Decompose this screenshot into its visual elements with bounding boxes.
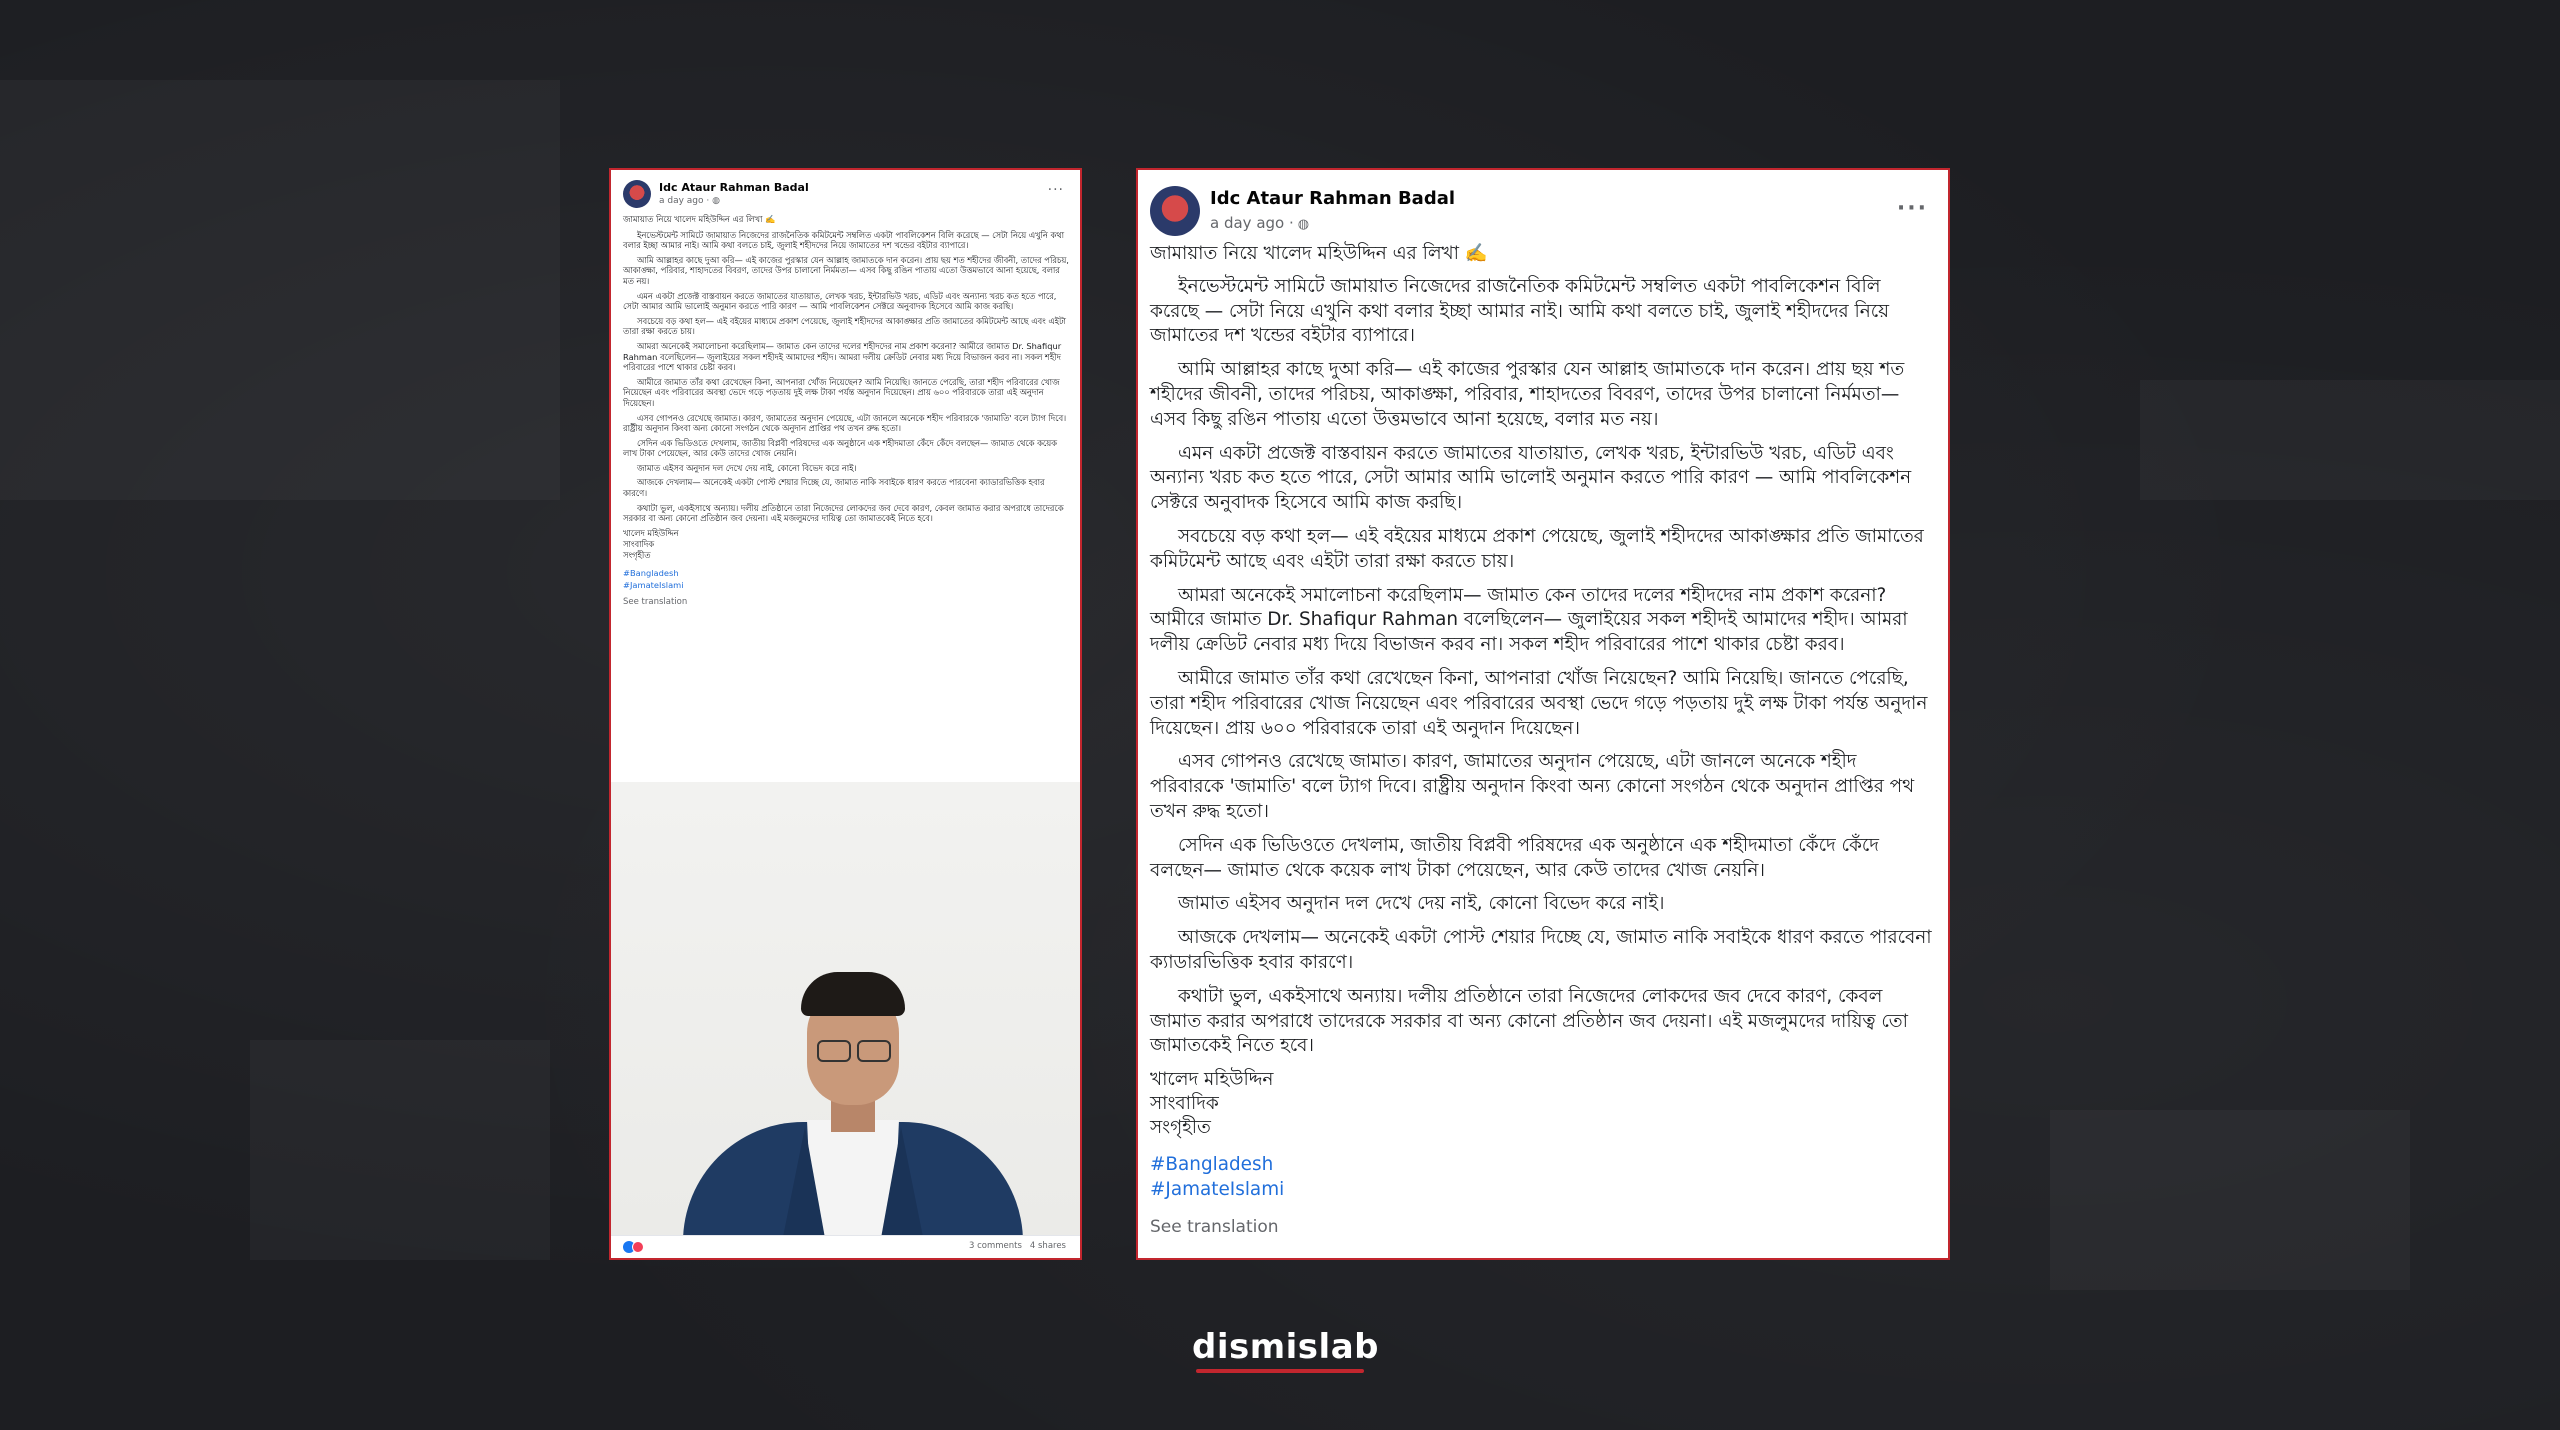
hashtag-link[interactable]: #Bangladesh (1150, 1154, 1274, 1176)
globe-icon: ◍ (1297, 217, 1310, 232)
signature (623, 528, 1071, 561)
facebook-post-screenshot-large (1136, 168, 1950, 1260)
glasses-icon (857, 1040, 891, 1062)
post-time-text[interactable]: a day ago · (659, 196, 713, 206)
background-texture (0, 80, 560, 500)
more-options-icon[interactable]: ··· (1896, 196, 1928, 221)
post-paragraph: সেদিন এক ভিডিওতে দেখলাম, জাতীয় বিপ্লবী পরিষদের এক অনুষ্ঠানে এক শহীদমাতা কেঁদে কেঁদে বলছেন— জামাত থেকে কয়েক লাখ টাকা পেয়েছেন, আর কেউ তাদের খোজ নেয়নি। (1150, 834, 1879, 881)
post-header (623, 180, 1068, 216)
post-header (1150, 186, 1936, 246)
comments-count[interactable]: 3 comments (968, 1241, 1022, 1251)
post-body (623, 214, 1071, 607)
signature-line: সংগৃহীত (623, 549, 651, 560)
signature-line: সাংবাদিক (1150, 1093, 1219, 1115)
globe-icon: ◍ (712, 196, 720, 206)
hashtag-link[interactable]: #Bangladesh (623, 567, 679, 578)
post-time[interactable] (659, 196, 720, 206)
shares-count[interactable]: 4 shares (1029, 1241, 1066, 1251)
author-name[interactable]: Idc Ataur Rahman Badal (659, 181, 809, 194)
post-paragraph: এমন একটা প্রজেক্ট বাস্তবায়ন করতে জামাতের যাতায়াত, লেখক খরচ, ইন্টারভিউ খরচ, এডিট এবং অন্যান্য খরচ কত হতে পারে, সেটা আমার আমি ভালোই অনুমান করতে পারি কারণ — আমি পাবলিকেশন সেক্টরে অনুবাদক হিসেবে আমি কাজ করছি। (1150, 442, 1912, 514)
post-paragraph: আমরা অনেকেই সমালোচনা করেছিলাম— জামাত কেন তাদের দলের শহীদদের নাম প্রকাশ করেনা? আমীরে জামাত Dr. Shafiqur Rahman বলেছিলেন— জুলাইয়ের সকল শহীদই আমাদের শহীদ। আমরা দলীয় ক্রেডিট নেবার মধ্য দিয়ে বিভাজন করব না। সকল শহীদ পরিবারের পাশে থাকার চেষ্টা করব। (1150, 584, 1908, 656)
post-paragraph: এসব গোপনও রেখেছে জামাত। কারণ, জামাতের অনুদান পেয়েছে, এটা জানলে অনেকে শহীদ পরিবারকে 'জামাতি' বলে ট্যাগ দিবে। রাষ্ট্রীয় অনুদান কিংবা অন্য কোনো সংগঠন থেকে অনুদান প্রাপ্তির পথ তখন রুদ্ধ হতো। (1150, 751, 1915, 822)
post-paragraph: আমীরে জামাত তাঁর কথা রেখেছেন কিনা, আপনারা খোঁজ নিয়েছেন? আমি নিয়েছি। জানতে পেরেছি, তারা শহীদ পরিবারের খোজ নিয়েছেন এবং পরিবারের অবস্থা ভেদে গড়ে পড়তায় দুই লক্ষ টাকা পর্যন্ত অনুদান দিয়েছেন। প্রায় ৬০০ পরিবারকে তারা এই অনুদান দিয়েছেন। (1150, 667, 1928, 739)
author-name[interactable]: Idc Ataur Rahman Badal (1210, 188, 1456, 209)
post-paragraph: সেদিন এক ভিডিওতে দেখলাম, জাতীয় বিপ্লবী পরিষদের এক অনুষ্ঠানে এক শহীদমাতা কেঁদে কেঁদে বলছেন— জামাত থেকে কয়েক লাখ টাকা পেয়েছেন, আর কেউ তাদের খোজ নেয়নি। (623, 437, 1057, 459)
signature (1150, 1068, 1932, 1140)
logo-underline (1196, 1369, 1364, 1373)
post-paragraph: ইনভেস্টমেন্ট সামিটে জামায়াত নিজেদের রাজনৈতিক কমিটমেন্ট সম্বলিত একটা পাবলিকেশন বিলি করেছে — সেটা নিয়ে এখুনি কথা বলার ইচ্ছা আমার নাই। আমি কথা বলতে চাই, জুলাই শহীদদের নিয়ে জামাতের দশ খন্ডের বইটার ব্যাপারে। (1150, 275, 1889, 347)
facebook-post-screenshot-small (609, 168, 1082, 1260)
avatar[interactable] (1150, 186, 1200, 236)
post-paragraph: এসব গোপনও রেখেছে জামাত। কারণ, জামাতের অনুদান পেয়েছে, এটা জানলে অনেকে শহীদ পরিবারকে 'জামাতি' বলে ট্যাগ দিবে। রাষ্ট্রীয় অনুদান কিংবা অন্য কোনো সংগঠন থেকে অনুদান প্রাপ্তির পথ তখন রুদ্ধ হতো। (623, 412, 1067, 434)
post-paragraph: ইনভেস্টমেন্ট সামিটে জামায়াত নিজেদের রাজনৈতিক কমিটমেন্ট সম্বলিত একটা পাবলিকেশন বিলি করেছে — সেটা নিয়ে এখুনি কথা বলার ইচ্ছা আমার নাই। আমি কথা বলতে চাই, জুলাই শহীদদের নিয়ে জামাতের দশ খন্ডের বইটার ব্যাপারে। (623, 229, 1065, 251)
post-paragraph: সবচেয়ে বড় কথা হল— এই বইয়ের মাধ্যমে প্রকাশ পেয়েছে, জুলাই শহীদদের আকাঙ্ক্ষার প্রতি জামাতের কমিটমেন্ট আছে এবং এইটা তারা রক্ষা করতে চায়। (1150, 525, 1924, 572)
post-paragraph: জামাত এইসব অনুদান দল দেখে দেয় নাই, কোনো বিভেদ করে নাই। (1178, 893, 1665, 915)
like-love-reactions-icon[interactable] (623, 1241, 647, 1253)
signature-line: সাংবাদিক (623, 538, 655, 549)
post-paragraph: কথাটা ভুল, একইসাথে অন্যায়। দলীয় প্রতিষ্ঠানে তারা নিজেদের লোকদের জব দেবে কারণ, কেবল জামাত করার অপরাধে তাদেরকে সরকার বা অন্য কোনো প্রতিষ্ঠান জব দেয়না। এই মজলুমদের দায়িত্ব তো জামাতকেই নিতে হবে। (1150, 985, 1908, 1057)
engagement-counts (961, 1241, 1066, 1251)
logo-text: dismislab (1192, 1327, 1379, 1367)
post-paragraph: আমীরে জামাত তাঁর কথা রেখেছেন কিনা, আপনারা খোঁজ নিয়েছেন? আমি নিয়েছি। জানতে পেরেছি, তারা শহীদ পরিবারের খোজ নিয়েছেন এবং পরিবারের অবস্থা ভেদে গড়ে পড়তায় দুই লক্ষ টাকা পর্যন্ত অনুদান দিয়েছেন। প্রায় ৬০০ পরিবারকে তারা এই অনুদান দিয়েছেন। (623, 376, 1060, 408)
post-paragraph: সবচেয়ে বড় কথা হল— এই বইয়ের মাধ্যমে প্রকাশ পেয়েছে, জুলাই শহীদদের আকাঙ্ক্ষার প্রতি জামাতের কমিটমেন্ট আছে এবং এইটা তারা রক্ষা করতে চায়। (623, 315, 1066, 337)
background-texture (250, 1040, 550, 1260)
background-texture (2140, 380, 2560, 500)
signature-line: খালেদ মহিউদ্দিন (623, 527, 679, 538)
see-translation-link[interactable]: See translation (1150, 1217, 1279, 1238)
hashtags (1150, 1152, 1932, 1202)
hashtags (623, 567, 1071, 591)
see-translation-link[interactable]: See translation (623, 596, 688, 607)
more-options-icon[interactable]: ··· (1047, 182, 1064, 198)
signature-line: সংগৃহীত (1150, 1117, 1211, 1139)
post-paragraph: আমরা অনেকেই সমালোচনা করেছিলাম— জামাত কেন তাদের দলের শহীদদের নাম প্রকাশ করেনা? আমীরে জামাত Dr. Shafiqur Rahman বলেছিলেন— জুলাইয়ের সকল শহীদই আমাদের শহীদ। আমরা দলীয় ক্রেডিট নেবার মধ্য দিয়ে বিভাজন করব না। সকল শহীদ পরিবারের পাশে থাকার চেষ্টা করব। (623, 340, 1062, 373)
post-paragraph: আজকে দেখলাম— অনেকেই একটা পোস্ট শেয়ার দিচ্ছে যে, জামাত নাকি সবাইকে ধারণ করতে পারবেনা ক্যাডারভিত্তিক হবার কারণে। (1150, 927, 1932, 973)
post-paragraph: আজকে দেখলাম— অনেকেই একটা পোস্ট শেয়ার দিচ্ছে যে, জামাত নাকি সবাইকে ধারণ করতে পারবেনা ক্যাডারভিত্তিক হবার কারণে। (623, 477, 1045, 499)
man-in-navy-suit-photo[interactable] (611, 782, 1080, 1260)
hashtag-link[interactable]: #JamateIslami (1150, 1179, 1285, 1201)
glasses-icon (817, 1040, 851, 1062)
post-time-text[interactable]: a day ago · (1210, 214, 1294, 232)
signature-line: খালেদ মহিউদ্দিন (1150, 1069, 1274, 1091)
post-paragraph: জামাত এইসব অনুদান দল দেখে দেয় নাই, কোনো বিভেদ করে নাই। (637, 462, 857, 473)
post-paragraph: কথাটা ভুল, একইসাথে অন্যায়। দলীয় প্রতিষ্ঠানে তারা নিজেদের লোকদের জব দেবে কারণ, কেবল জামাত করার অপরাধে তাদেরকে সরকার বা অন্য কোনো প্রতিষ্ঠান জব দেয়না। এই মজলুমদের দায়িত্ব তো জামাতকেই নিতে হবে। (623, 502, 1064, 524)
post-body (1150, 242, 1932, 1240)
post-title: জামায়াত নিয়ে খালেদ মহিউদ্দিন এর লিখা ✍️ (623, 214, 776, 224)
dismislab-logo (1192, 1327, 1379, 1373)
post-footer (611, 1235, 1080, 1258)
post-paragraph: এমন একটা প্রজেক্ট বাস্তবায়ন করতে জামাতের যাতায়াত, লেখক খরচ, ইন্টারভিউ খরচ, এডিট এবং অন্যান্য খরচ কত হতে পারে, সেটা আমার আমি ভালোই অনুমান করতে পারি কারণ — আমি পাবলিকেশন সেক্টরে অনুবাদক হিসেবে আমি কাজ করছি। (623, 290, 1057, 312)
post-paragraph: আমি আল্লাহর কাছে দুআ করি— এই কাজের পুরস্কার যেন আল্লাহ জামাতকে দান করেন। প্রায় ছয় শত শহীদের জীবনী, তাদের পরিচয়, আকাঙ্ক্ষা, পরিবার, শাহাদতের বিবরণ, তাদের উপর চালানো নির্মমতা— এসব কিছু রঙিন পাতায় এতো উত্তমভাবে আনা হয়েছে, বলার মত নয়। (1150, 359, 1905, 430)
post-time[interactable] (1210, 214, 1309, 232)
hashtag-link[interactable]: #JamateIslami (623, 579, 684, 590)
photo-hair (801, 972, 905, 1016)
background-texture (2050, 1110, 2410, 1290)
avatar[interactable] (623, 180, 651, 208)
post-paragraph: আমি আল্লাহর কাছে দুআ করি— এই কাজের পুরস্কার যেন আল্লাহ জামাতকে দান করেন। প্রায় ছয় শত শহীদের জীবনী, তাদের পরিচয়, আকাঙ্ক্ষা, পরিবার, শাহাদতের বিবরণ, তাদের উপর চালানো নির্মমতা— এসব কিছু রঙিন পাতায় এতো উত্তমভাবে আনা হয়েছে, বলার মত নয়। (623, 254, 1069, 286)
post-title: জামায়াত নিয়ে খালেদ মহিউদ্দিন এর লিখা ✍️ (1150, 243, 1488, 264)
love-icon (632, 1241, 644, 1253)
